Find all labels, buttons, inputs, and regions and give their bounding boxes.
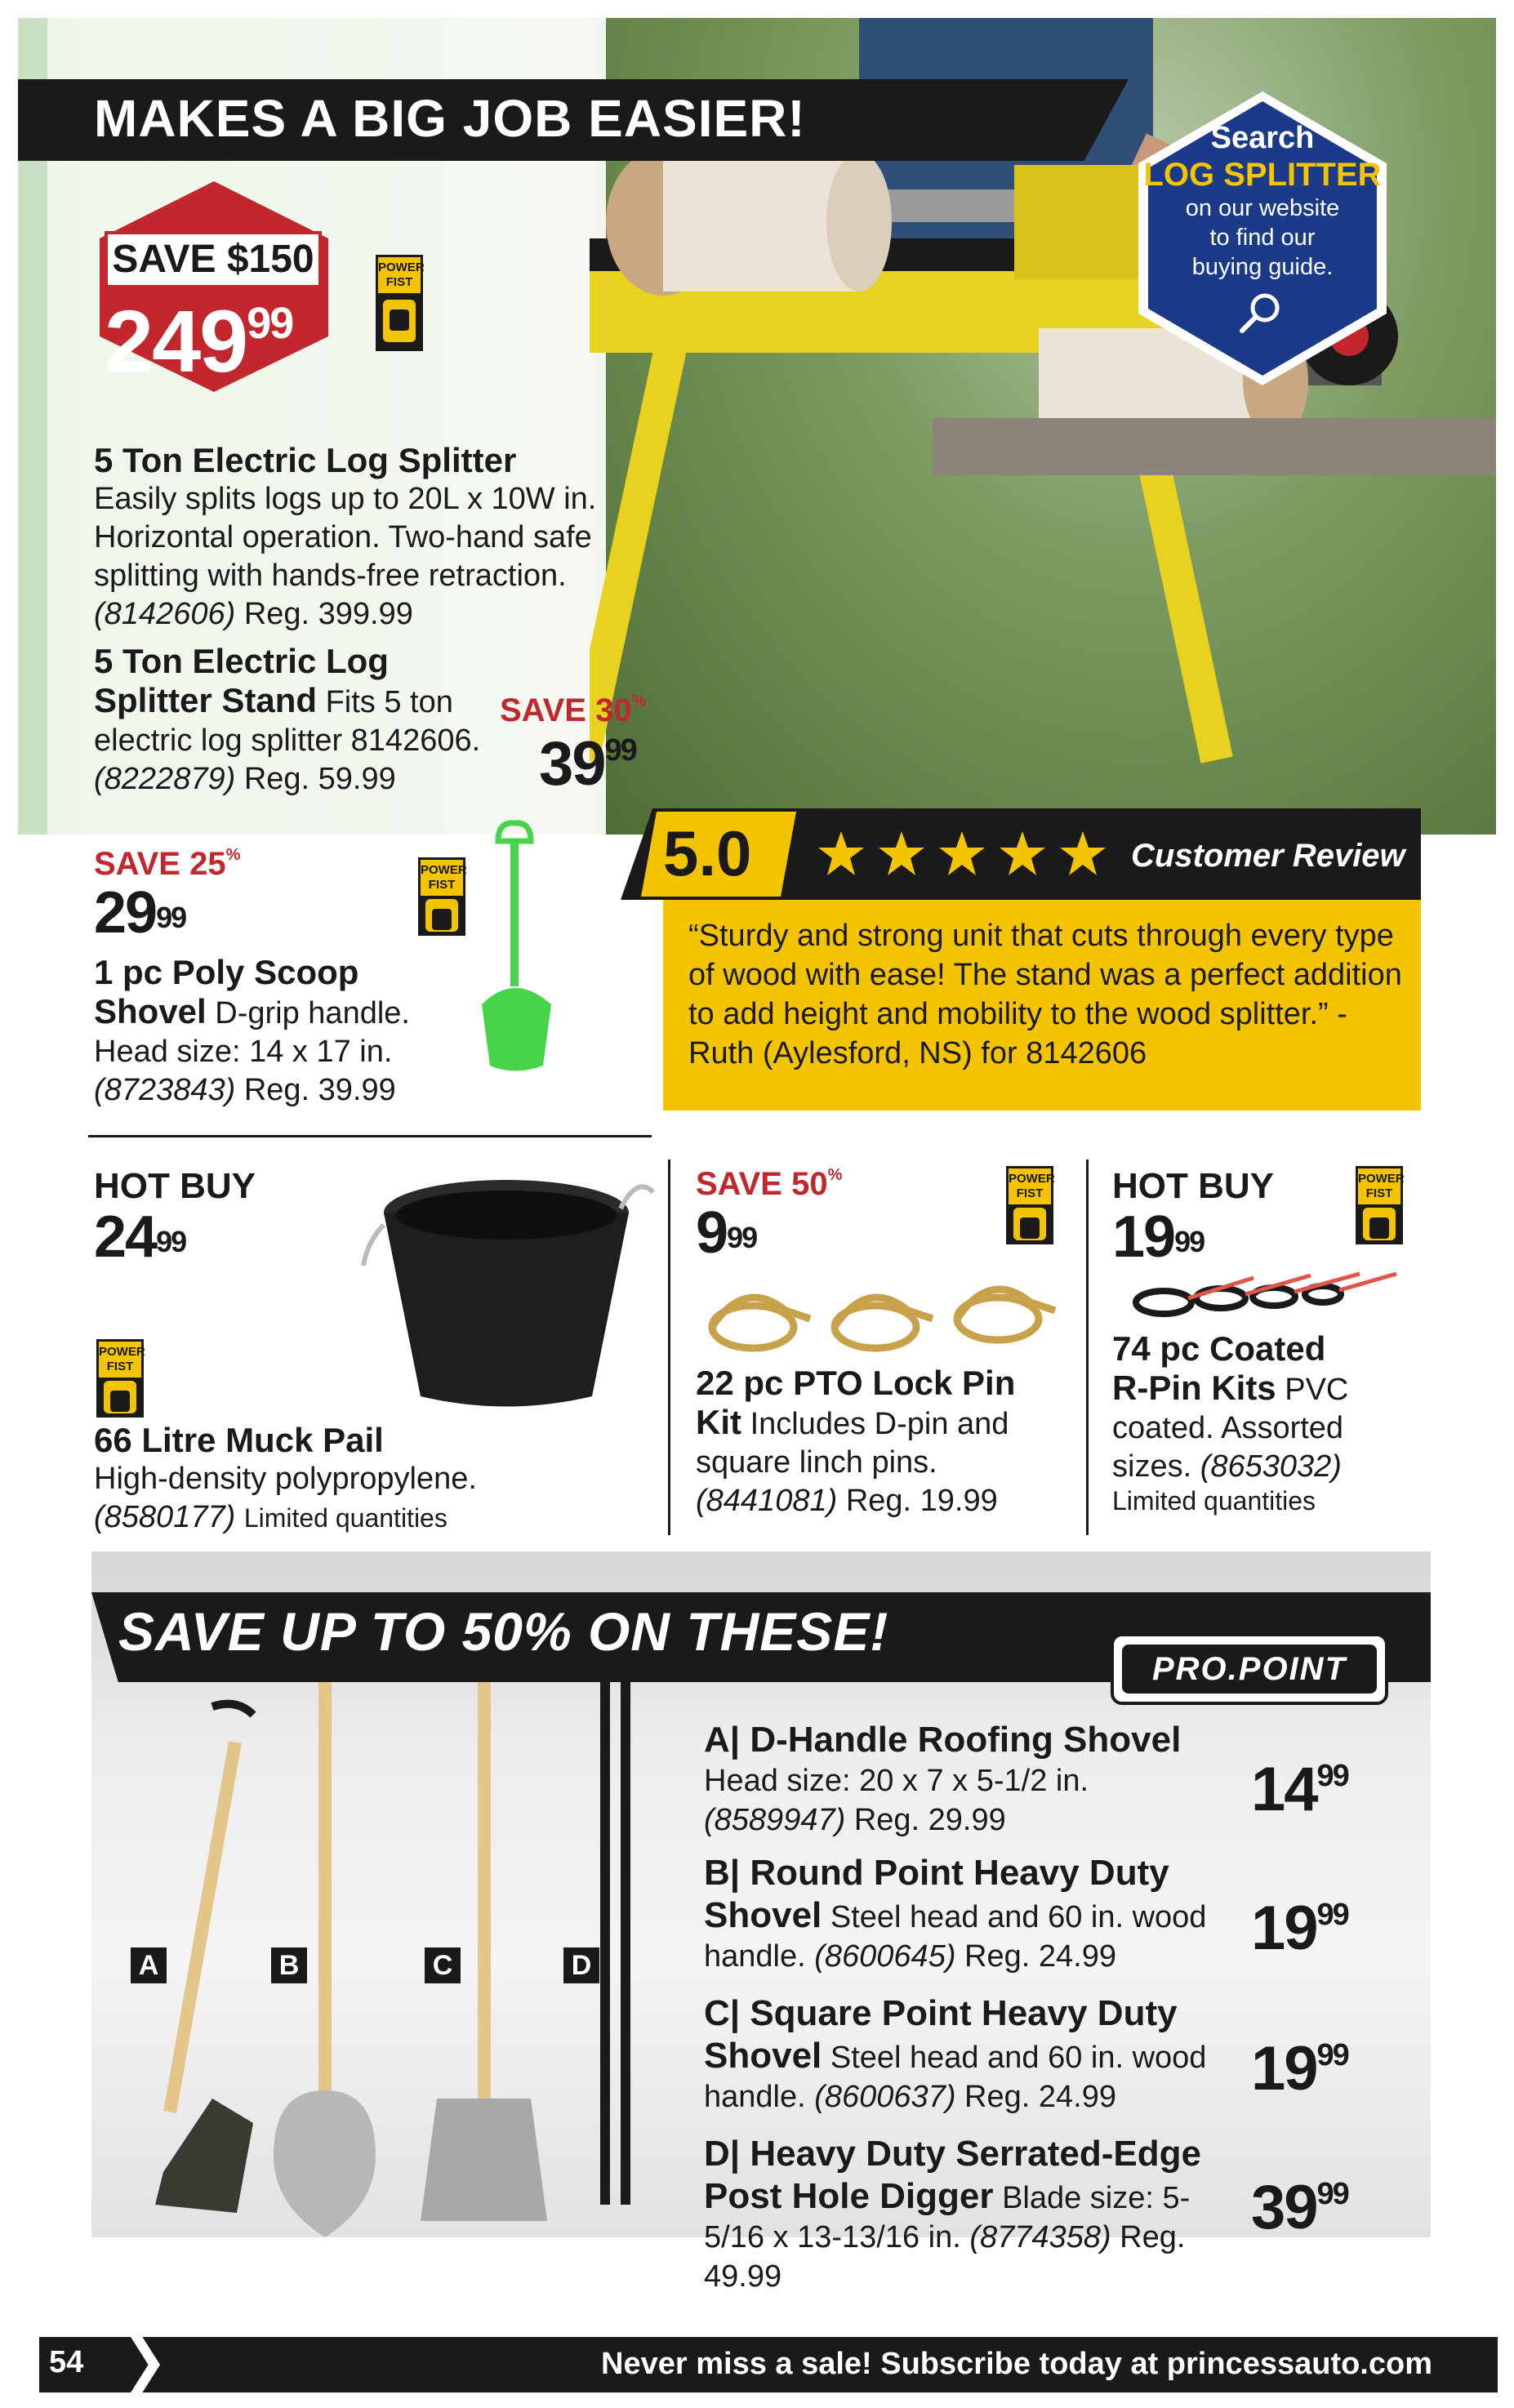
search-callout[interactable] [1143, 121, 1382, 282]
sku: (8653032) [1200, 1449, 1342, 1484]
description-text: Blade size: 5-5/16 x 13-13/16 in. [704, 2181, 1191, 2254]
sku: (8600637) [814, 2080, 956, 2114]
power-fist-logo [1356, 1166, 1403, 1244]
poly-shovel-copy [94, 846, 470, 1110]
price-dollars: 39 [539, 729, 605, 799]
description-text: PVC coated. Assorted sizes. [1112, 1373, 1349, 1484]
description-text: Includes D-pin and square linch pins. [696, 1407, 1009, 1480]
hot-buy-label: HOT BUY [1112, 1166, 1274, 1206]
tool-letter: D| [704, 2134, 741, 2174]
price-dollars: 19 [1251, 2034, 1317, 2103]
regular-price: Reg. 29.99 [853, 1803, 1006, 1837]
price-dollars: 19 [1251, 1894, 1317, 1963]
price-dollars: 24 [94, 1204, 157, 1270]
save-text: SAVE 30 [500, 692, 632, 728]
price-cents: 99 [156, 1225, 186, 1258]
sku: (8589947) [704, 1803, 846, 1837]
tool-title-cont: Shovel [704, 1895, 822, 1935]
product-title: 5 Ton Electric Log [94, 642, 389, 680]
pto-pin-details [696, 1364, 1055, 1520]
price-dollars: 14 [1251, 1755, 1317, 1824]
price-cents: 99 [1316, 1898, 1348, 1932]
poly-shovel-image [474, 817, 563, 1078]
price-dollars: 19 [1112, 1204, 1175, 1270]
tool-letter: C| [704, 1993, 741, 2033]
limited-note: Limited quantities [243, 1503, 448, 1533]
sku: (8580177) [94, 1500, 236, 1534]
save-percent: % [631, 692, 647, 710]
sku: (8222879) [94, 762, 236, 796]
price-dollars: 249 [105, 292, 247, 390]
tool-title [704, 1719, 1243, 1761]
fist-icon [1013, 1208, 1046, 1240]
muck-pail-details [94, 1421, 600, 1538]
regular-price: Reg. 39.99 [243, 1073, 396, 1107]
product-title: 1 pc Poly Scoop [94, 953, 359, 991]
regular-price: Reg. 59.99 [243, 762, 396, 796]
tool-price-a [1251, 1754, 1348, 1825]
limited-note: Limited quantities [1112, 1486, 1316, 1516]
pail-price [94, 1204, 256, 1270]
price-cents: 99 [727, 1221, 757, 1254]
power-fist-label: POWER FIST [378, 257, 421, 293]
sku: (8774358) [969, 2220, 1111, 2254]
search-line: to find our [1209, 225, 1316, 251]
tool-title-text: Square Point Heavy Duty [750, 1993, 1178, 2033]
search-line: on our website [1185, 195, 1340, 221]
power-fist-logo [1006, 1166, 1053, 1244]
description-text: D-grip handle. Head size: 14 x 17 in. [94, 996, 410, 1069]
divider [1086, 1159, 1089, 1535]
save-percent: % [225, 846, 241, 864]
sku: (8142606) [94, 597, 236, 631]
price-cents: 99 [604, 733, 636, 768]
page-headline: MAKES A BIG JOB EASIER! [94, 89, 806, 148]
label-b: B [271, 1947, 307, 1983]
tool-price-b [1251, 1893, 1348, 1964]
price-dollars: 9 [696, 1200, 728, 1266]
product-title-cont: R-Pin Kits [1112, 1369, 1276, 1407]
log-splitter-price [105, 290, 292, 392]
review-quote: “Sturdy and strong unit that cuts through every type of wood with ease! The stand was a perfect addition to add height and mobility to the wood splitter.” - Ruth (Aylesford, NS) for 8142606 [688, 919, 1402, 1070]
price-cents: 99 [1316, 2177, 1348, 2211]
page-number: 54 [49, 2345, 84, 2379]
product-description [94, 480, 617, 634]
save-percent: % [827, 1166, 843, 1184]
stand-price [539, 728, 636, 799]
tool-item-a [704, 1719, 1243, 1840]
divider [88, 1135, 652, 1137]
save-text: SAVE 50 [696, 1166, 828, 1202]
tool-letter: B| [704, 1853, 741, 1893]
power-fist-label: POWER FIST [421, 860, 463, 896]
regular-price: Reg. 49.99 [704, 2220, 1186, 2294]
product-description [94, 992, 470, 1110]
price-dollars: 29 [94, 880, 157, 946]
pto-pins-image [696, 1270, 1080, 1360]
tool-title-cont: Shovel [704, 2036, 822, 2076]
muck-pail-image [351, 1151, 661, 1421]
product-description [696, 1403, 1055, 1520]
tool-title [704, 2133, 1243, 2175]
star-rating-icon [817, 830, 1119, 879]
r-pins-image [1131, 1266, 1400, 1323]
search-word: Search [1210, 121, 1315, 155]
power-fist-label: POWER FIST [1009, 1168, 1051, 1204]
search-term: LOG SPLITTER [1143, 157, 1382, 193]
magnifier-icon [1237, 290, 1285, 337]
tool-title [704, 1852, 1243, 1894]
rpins-price [1112, 1204, 1274, 1270]
sku-line [94, 1498, 600, 1538]
subscribe-link[interactable]: Never miss a sale! Subscribe today at princessauto.com [601, 2347, 1432, 2381]
tool-description [704, 2175, 1243, 2296]
product-title-cont: Splitter Stand [94, 681, 318, 719]
price-cents: 99 [247, 299, 293, 348]
review-score: 5.0 [663, 817, 752, 889]
product-title-cont: Shovel [94, 992, 207, 1030]
price-cents: 99 [1174, 1225, 1205, 1258]
tool-letter: A| [704, 1720, 741, 1760]
tool-description [704, 1894, 1243, 1976]
price-cents: 99 [1316, 1759, 1348, 1793]
tool-sku-line [704, 1800, 1243, 1840]
price-cents: 99 [156, 901, 186, 934]
tool-item-d [704, 2133, 1243, 2296]
brand-name: PRO.POINT [1122, 1645, 1377, 1694]
price-dollars: 39 [1251, 2173, 1317, 2242]
sku: (8441081) [696, 1484, 838, 1518]
pro-point-logo [1111, 1633, 1388, 1705]
power-fist-logo [418, 857, 465, 936]
product-title: 74 pc Coated [1112, 1329, 1326, 1368]
fist-icon [425, 899, 458, 932]
price-cents: 99 [1316, 2038, 1348, 2072]
shovels-image [114, 1682, 637, 2237]
tool-title [704, 1992, 1243, 2035]
description-text: Steel head and 60 in. wood handle. [704, 2041, 1207, 2114]
regular-price: Reg. 24.99 [964, 2080, 1116, 2114]
tool-title-text: Heavy Duty Serrated-Edge [750, 2134, 1201, 2174]
sku: (8723843) [94, 1073, 236, 1107]
tool-title-cont: Post Hole Digger [704, 2176, 994, 2216]
label-a: A [131, 1947, 167, 1983]
save-text: SAVE 25 [94, 846, 226, 882]
product-title: 22 pc PTO Lock Pin [696, 1364, 1016, 1402]
tool-title-text: D-Handle Roofing Shovel [750, 1720, 1182, 1760]
shovel-save [94, 846, 470, 883]
product-title-cont: Kit [696, 1403, 741, 1441]
description-text: High-density polypropylene. [94, 1462, 477, 1496]
regular-price: Reg. 19.99 [845, 1484, 998, 1518]
tool-item-b [704, 1852, 1243, 1976]
stand-copy [94, 642, 519, 799]
product-title: 5 Ton Electric Log Splitter [94, 441, 517, 479]
sku: (8600645) [814, 1939, 956, 1974]
fist-icon [1363, 1208, 1396, 1240]
product-title: 66 Litre Muck Pail [94, 1421, 384, 1459]
power-fist-label: POWER FIST [99, 1342, 141, 1378]
label-c: C [425, 1947, 461, 1983]
hot-buy-label: HOT BUY [94, 1166, 256, 1206]
description-text: Easily splits logs up to 20L x 10W in. Horizontal operation. Two-hand safe splitting with hands-free retraction. [94, 482, 597, 593]
muck-pail-copy [94, 1166, 256, 1270]
shovel-price [94, 880, 470, 946]
label-d: D [563, 1947, 599, 1983]
tool-price-c [1251, 2033, 1348, 2104]
review-label: Customer Review [1131, 838, 1405, 874]
tool-item-c [704, 1992, 1243, 2116]
r-pin-copy [1112, 1166, 1274, 1270]
log-splitter-copy [94, 441, 617, 634]
regular-price: Reg. 399.99 [243, 597, 413, 631]
fist-icon [383, 300, 416, 342]
power-fist-logo [376, 255, 423, 351]
tools-heading: SAVE UP TO 50% ON THESE! [118, 1601, 889, 1662]
save-badge: SAVE $150 [105, 231, 322, 288]
product-description [1112, 1369, 1390, 1486]
tool-description [704, 2035, 1243, 2116]
power-fist-logo [96, 1339, 144, 1418]
tool-description: Head size: 20 x 7 x 5-1/2 in. [704, 1764, 1089, 1798]
tool-title-text: Round Point Heavy Duty [750, 1853, 1169, 1893]
divider [668, 1159, 670, 1535]
description-text: Fits 5 ton electric log splitter 8142606. [94, 685, 481, 758]
power-fist-label: POWER FIST [1358, 1168, 1400, 1204]
product-description [94, 681, 519, 799]
stand-save [500, 692, 646, 729]
fist-icon [104, 1381, 136, 1413]
description-text: Steel head and 60 in. wood handle. [704, 1900, 1207, 1974]
r-pin-details [1112, 1329, 1390, 1516]
regular-price: Reg. 24.99 [964, 1939, 1116, 1974]
search-line: buying guide. [1191, 254, 1334, 280]
tool-price-d [1251, 2172, 1348, 2243]
